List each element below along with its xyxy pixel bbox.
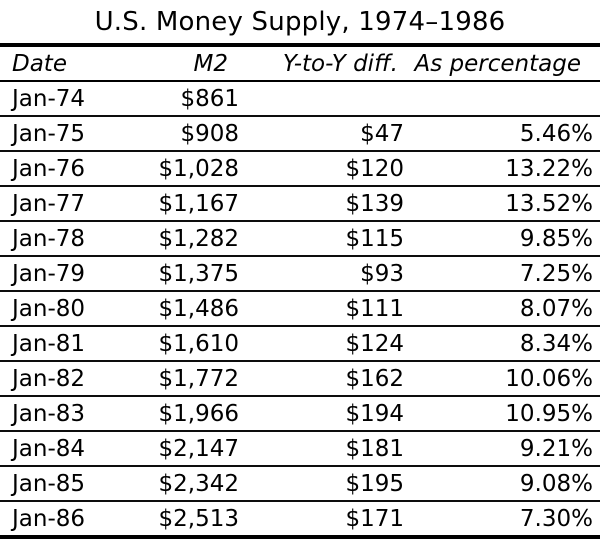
cell-date: Jan-80 [0, 291, 132, 326]
cell-date: Jan-81 [0, 326, 132, 361]
cell-pct [406, 81, 600, 116]
cell-date: Jan-74 [0, 81, 132, 116]
cell-pct: 7.25% [406, 256, 600, 291]
cell-date: Jan-84 [0, 431, 132, 466]
cell-m2: $861 [132, 81, 240, 116]
column-header-pct: As percentage [406, 45, 600, 81]
table-row [0, 116, 600, 151]
cell-date: Jan-86 [0, 501, 132, 537]
column-header-diff: Y-to-Y diff. [240, 45, 406, 81]
cell-pct: 9.21% [406, 431, 600, 466]
column-header-date: Date [0, 45, 132, 81]
table-row [0, 326, 600, 361]
cell-diff: $162 [240, 361, 406, 396]
cell-diff: $120 [240, 151, 406, 186]
table-row [0, 431, 600, 466]
table-row [0, 466, 600, 501]
table-row [0, 221, 600, 256]
table-row [0, 186, 600, 221]
cell-m2: $1,486 [132, 291, 240, 326]
cell-date: Jan-79 [0, 256, 132, 291]
cell-m2: $1,610 [132, 326, 240, 361]
table-row [0, 501, 600, 537]
column-header-m2: M2 [132, 45, 240, 81]
cell-m2: $1,167 [132, 186, 240, 221]
table-row [0, 256, 600, 291]
cell-diff: $93 [240, 256, 406, 291]
cell-pct: 9.85% [406, 221, 600, 256]
cell-m2: $908 [132, 116, 240, 151]
cell-pct: 13.22% [406, 151, 600, 186]
cell-date: Jan-77 [0, 186, 132, 221]
table-row [0, 396, 600, 431]
cell-diff: $139 [240, 186, 406, 221]
table-row [0, 361, 600, 396]
table-title: U.S. Money Supply, 1974–1986 [94, 6, 506, 37]
cell-pct: 7.30% [406, 501, 600, 537]
header-row [0, 45, 600, 81]
cell-diff: $171 [240, 501, 406, 537]
cell-diff: $181 [240, 431, 406, 466]
cell-pct: 5.46% [406, 116, 600, 151]
cell-date: Jan-76 [0, 151, 132, 186]
cell-diff: $115 [240, 221, 406, 256]
cell-pct: 10.95% [406, 396, 600, 431]
cell-date: Jan-75 [0, 116, 132, 151]
table-row [0, 291, 600, 326]
cell-pct: 13.52% [406, 186, 600, 221]
cell-diff: $111 [240, 291, 406, 326]
cell-m2: $2,147 [132, 431, 240, 466]
cell-diff: $124 [240, 326, 406, 361]
cell-diff: $47 [240, 116, 406, 151]
cell-pct: 9.08% [406, 466, 600, 501]
cell-m2: $1,028 [132, 151, 240, 186]
cell-diff [240, 81, 406, 116]
cell-m2: $1,375 [132, 256, 240, 291]
money-supply-table [0, 43, 600, 539]
table-row [0, 151, 600, 186]
cell-m2: $1,772 [132, 361, 240, 396]
cell-diff: $194 [240, 396, 406, 431]
cell-pct: 10.06% [406, 361, 600, 396]
cell-date: Jan-82 [0, 361, 132, 396]
table-row [0, 81, 600, 116]
cell-m2: $1,966 [132, 396, 240, 431]
cell-date: Jan-78 [0, 221, 132, 256]
cell-pct: 8.07% [406, 291, 600, 326]
cell-date: Jan-83 [0, 396, 132, 431]
cell-m2: $2,513 [132, 501, 240, 537]
cell-diff: $195 [240, 466, 406, 501]
cell-pct: 8.34% [406, 326, 600, 361]
cell-m2: $2,342 [132, 466, 240, 501]
cell-m2: $1,282 [132, 221, 240, 256]
cell-date: Jan-85 [0, 466, 132, 501]
